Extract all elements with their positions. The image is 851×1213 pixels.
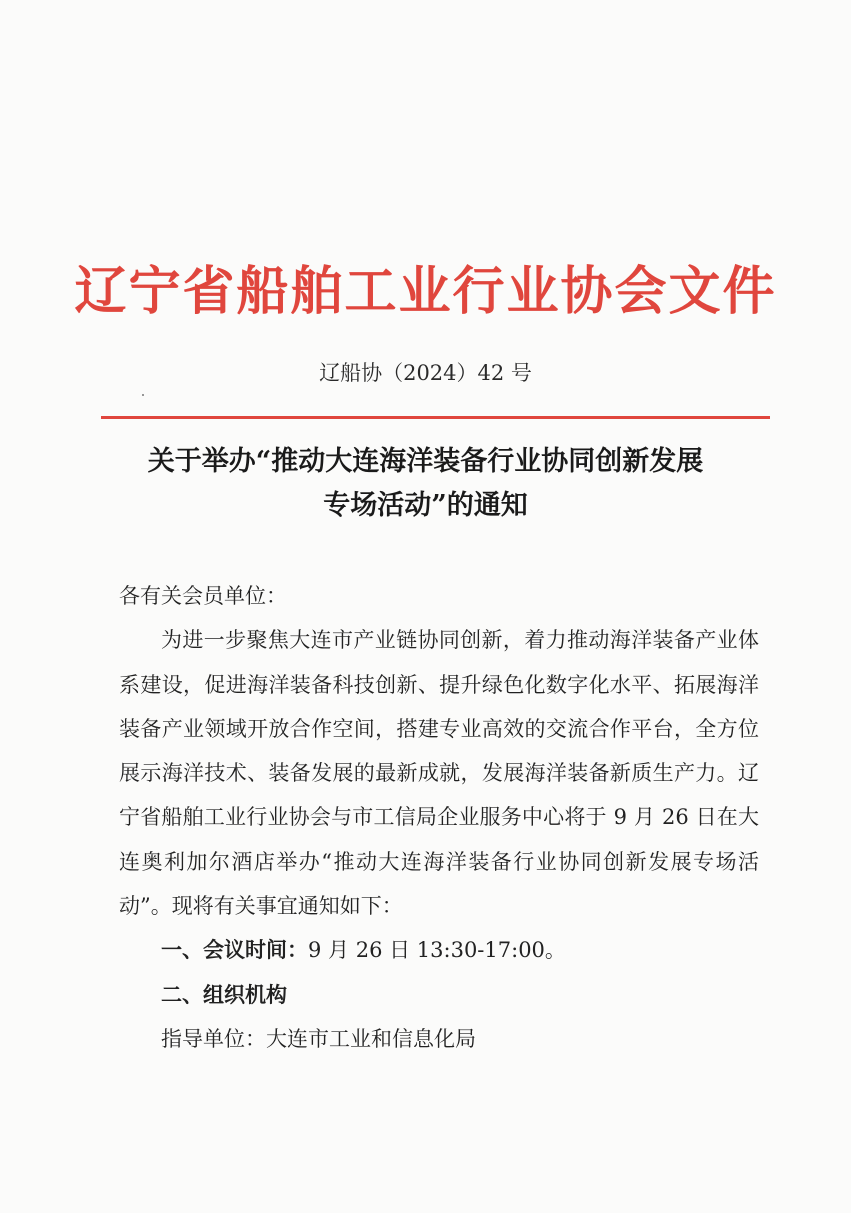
item-guiding-unit xyxy=(119,1017,759,1061)
item-guiding-unit-label: 指导单位： xyxy=(161,1026,266,1051)
notice-title xyxy=(0,440,851,528)
item-meeting-time-label: 一、会议时间： xyxy=(161,937,308,963)
scan-speck xyxy=(142,394,144,396)
item-meeting-time xyxy=(119,928,759,972)
item-organization-label: 二、组织机构 xyxy=(161,981,287,1007)
notice-body xyxy=(119,574,759,1061)
salutation: 各有关会员单位： xyxy=(119,584,287,608)
item-organization xyxy=(119,973,759,1017)
item-meeting-time-value: 9 月 26 日 13:30-17:00。 xyxy=(308,938,566,963)
notice-title-line-2: 专场活动”的通知 xyxy=(323,490,528,521)
document-number: 辽船协（2024）42 号 xyxy=(319,361,532,385)
org-header-title: 辽宁省船舶工业行业协会文件 xyxy=(74,262,777,322)
body-paragraph: 为进一步聚焦大连市产业链协同创新，着力推动海洋装备产业体系建设，促进海洋装备科技创新、提升绿色化数字化水平、拓展海洋装备产业领域开放合作空间，搭建专业高效的交流合作平台，全方位展示海洋技术、装备发展的最新成就，发展海洋装备新质生产力。辽宁省船舶工业行业协会与市工信局企业服务中心将于 9 月 26 日在大连奥利加尔酒店举办“推动大连海洋装备行业协同创新发展专场活动”。现将有关事宜通知如下： xyxy=(119,628,759,919)
red-divider-line xyxy=(101,416,770,419)
notice-title-line-1: 关于举办“推动大连海洋装备行业协同创新发展 xyxy=(147,446,704,477)
item-guiding-unit-value: 大连市工业和信息化局 xyxy=(266,1026,476,1051)
